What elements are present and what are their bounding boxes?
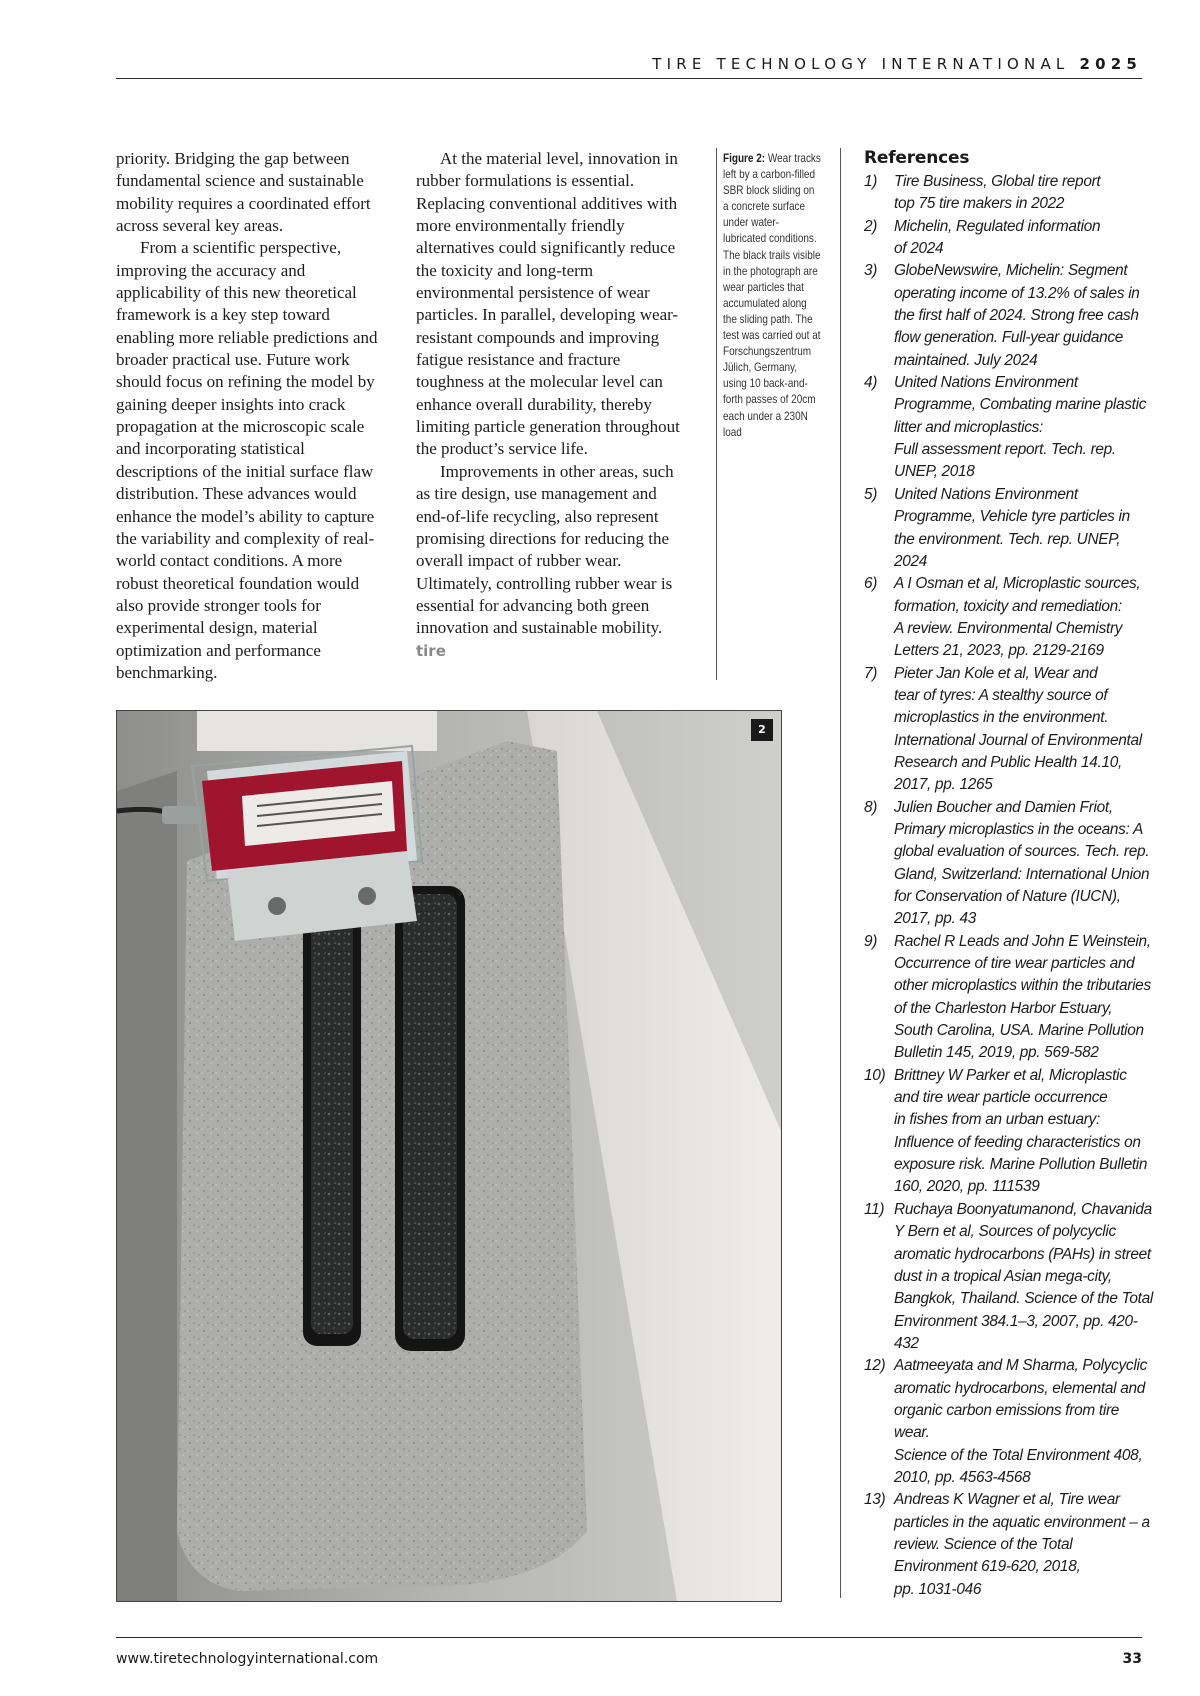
caption-text: Wear tracks left by a carbon-filled SBR block sliding on a concrete surface under water-lubricated conditions. The black trails visible in the photograph are wear particles that accumulated along the sliding path. The test was carried out at Forschungszentrum Jülich, Germany, using 10 back-and-forth passes of 20cm each under a 230N load xyxy=(723,152,821,439)
reference-number: 6) xyxy=(864,575,878,593)
wear-track-photo xyxy=(117,711,781,1601)
references-heading: References xyxy=(864,148,970,168)
reference-item xyxy=(864,1065,1154,1199)
running-header xyxy=(652,55,1142,73)
tray-edge xyxy=(117,771,177,1601)
machine-housing xyxy=(197,711,437,751)
reference-item xyxy=(864,372,1154,484)
reference-number: 9) xyxy=(864,932,878,950)
figure-caption xyxy=(723,151,821,441)
reference-text: Julien Boucher and Damien Friot, Primary microplastics in the oceans: A global evaluation of sources. Tech. rep. Gland, Switzerland: International Union for Conservation of Nature (IUCN), 2017, pp. 43 xyxy=(894,798,1150,928)
reference-text: Tire Business, Global tire report top 75 tire makers in 2022 xyxy=(894,173,1101,213)
reference-text: United Nations Environment Programme, Combating marine plastic litter and microplastics: Full assessment report. Tech. rep. UNEP, 2018 xyxy=(894,374,1147,481)
caption-label: Figure 2: xyxy=(723,152,766,165)
paragraph: priority. Bridging the gap between fundamental science and sustainable mobility requires a coordinated effort across several key areas. xyxy=(116,149,371,236)
figure-photo xyxy=(116,710,782,1602)
body-column-1 xyxy=(116,148,388,684)
clamp-screw-icon xyxy=(358,887,376,905)
reference-number: 4) xyxy=(864,374,878,392)
reference-item xyxy=(864,797,1154,931)
paragraph-text: Improvements in other areas, such as tire design, use management and end-of-life recycling, also represent promising directions for reducing the overall impact of rubber wear. Ultimately, controlling rubber wear is essential for advancing both green innovation and sustainable mobility. xyxy=(416,461,674,638)
reference-item xyxy=(864,260,1154,372)
footer-url[interactable]: www.tiretechnologyinternational.com xyxy=(116,1651,379,1667)
reference-item xyxy=(864,216,1154,261)
reference-text: Pieter Jan Kole et al, Wear and tear of tyres: A stealthy source of microplastics in the environment. International Journal of Environmental Research and Public Health 14.10, 2017, pp. 1265 xyxy=(894,664,1142,794)
wear-track-left-particles xyxy=(311,909,353,1334)
end-mark: tire xyxy=(416,641,446,660)
reference-item xyxy=(864,1355,1154,1489)
body-column-2 xyxy=(416,148,688,662)
reference-item xyxy=(864,1199,1154,1355)
reference-text: United Nations Environment Programme, Vehicle tyre particles in the environment. Tech. rep. UNEP, 2024 xyxy=(894,485,1130,570)
references-rule xyxy=(840,148,841,1598)
reference-text: Aatmeeyata and M Sharma, Polycyclic aromatic hydrocarbons, elemental and organic carbon emissions from tire wear. Science of the Total Environment 408, 2010, pp. 4563-4568 xyxy=(894,1357,1147,1486)
page-number: 33 xyxy=(1122,1651,1142,1667)
reference-item xyxy=(864,931,1154,1065)
reference-text: Brittney W Parker et al, Microplastic and tire wear particle occurrence in fishes from an urban estuary: Influence of feeding characteristics on exposure risk. Marine Pollution Bulletin 160, 2020, pp. 111539 xyxy=(894,1066,1148,1196)
reference-text: Ruchaya Boonyatumanond, Chavanida Y Bern et al, Sources of polycyclic aromatic hydrocarbons (PAHs) in street dust in a tropical Asian mega-city, Bangkok, Thailand. Science of the Total Environment 384.1–3, 2007, pp. 420-432 xyxy=(894,1200,1153,1352)
reference-text: A I Osman et al, Microplastic sources, formation, toxicity and remediation: A review. Environmental Chemistry Letters 21, 2023, pp. 2129-2169 xyxy=(894,575,1141,660)
cable-connector xyxy=(162,806,202,824)
caption-rule xyxy=(716,148,717,680)
paragraph xyxy=(416,461,688,662)
reference-number: 7) xyxy=(864,664,878,682)
reference-text: GlobeNewswire, Michelin: Segment operating income of 13.2% of sales in the first half of 2024. Strong free cash flow generation. Full-year guidance maintained. July 2024 xyxy=(894,262,1140,369)
reference-number: 10) xyxy=(864,1066,886,1084)
reference-text: Michelin, Regulated information of 2024 xyxy=(894,217,1101,258)
reference-number: 1) xyxy=(864,173,878,190)
publication-year: 2025 xyxy=(1079,55,1142,73)
footer-rule xyxy=(116,1637,1142,1638)
reference-number: 8) xyxy=(864,798,878,816)
reference-text: Andreas K Wagner et al, Tire wear particles in the aquatic environment – a review. Science of the Total Environment 619-620, 2018, pp. 1031-046 xyxy=(894,1491,1150,1598)
reference-number: 12) xyxy=(864,1357,886,1375)
header-rule xyxy=(116,78,1142,79)
wear-track-right-particles xyxy=(403,894,457,1339)
reference-number: 3) xyxy=(864,262,878,280)
paragraph: At the material level, innovation in rubber formulations is essential. Replacing conventional additives with more environmentally friendly alternatives could significantly reduce the toxicity and long-term environmental persistence of wear particles. In parallel, developing wear-resistant compounds and improving fatigue resistance and fracture toughness at the molecular level can enhance overall durability, thereby limiting particle generation throughout the product’s service life. xyxy=(416,149,680,459)
reference-item xyxy=(864,171,1154,216)
references-section xyxy=(864,148,1154,1601)
reference-item xyxy=(864,573,1154,662)
reference-item xyxy=(864,484,1154,573)
reference-number: 5) xyxy=(864,485,878,503)
references-list xyxy=(864,171,1154,1601)
figure-number-badge: 2 xyxy=(751,719,773,741)
reference-item xyxy=(864,663,1154,797)
paragraph: From a scientific perspective, improving the accuracy and applicability of this new theoretical framework is a key step toward enabling more reliable predictions and broader practical use. Future work should focus on refining the model by gaining deeper insights into crack propagation at the microscopic scale and incorporating statistical descriptions of the initial surface flaw distribution. These advances would enhance the model’s ability to capture the variability and complexity of real-world contact conditions. A more robust theoretical foundation would also provide stronger tools for experimental design, material optimization and performance benchmarking. xyxy=(116,238,378,682)
reference-text: Rachel R Leads and John E Weinstein, Occurrence of tire wear particles and other microplastics within the tributaries of the Charleston Harbor Estuary, South Carolina, USA. Marine Pollution Bulletin 145, 2019, pp. 569-582 xyxy=(894,932,1151,1062)
reference-number: 2) xyxy=(864,217,878,235)
reference-number: 11) xyxy=(864,1200,885,1218)
clamp-screw-icon xyxy=(268,897,286,915)
reference-item xyxy=(864,1489,1154,1601)
reference-number: 13) xyxy=(864,1491,886,1509)
publication-title: TIRE TECHNOLOGY INTERNATIONAL xyxy=(652,55,1070,73)
